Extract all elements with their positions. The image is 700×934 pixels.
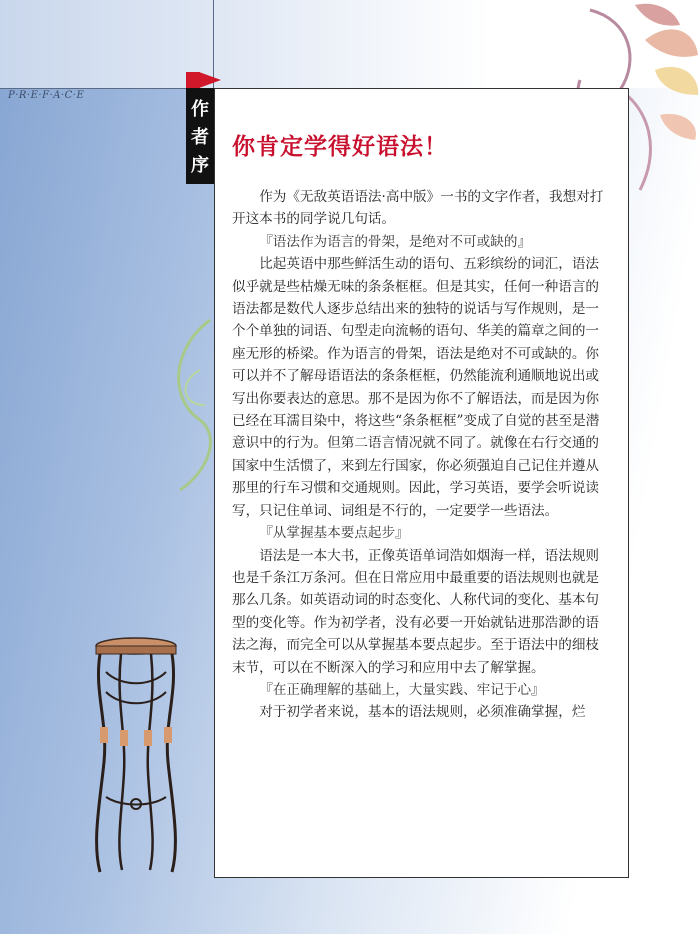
- paragraph: 对于初学者来说，基本的语法规则，必须准确掌握，烂: [259, 704, 586, 721]
- tab-arrow-base: [186, 72, 200, 88]
- preface-label: P·R·E·F·A·C·E: [8, 90, 85, 101]
- paragraph: 比起英语中那些鲜活生动的语句、五彩缤纷的词汇，语法似乎就是些枯燥无味的条条框框。但是其实，任何一种语言的语法都是数代人逐步总结出来的独特的说话与写作规则，是一个个单独的词语、句型走向流畅的语句、华美的篇章之间的一座无形的桥梁。作为语言的骨架，语法是绝对不可或缺的。你可以并不了解母语语法的条条框框，仍然能流利通顺地说出或写出你要表达的意思。那不是因为你不了解语法，而是因为你已经在耳濡目染中，将这些“条条框框”变成了自觉的甚至是潜意识中的行为。但第二语言情况就不同了。就像在右行交通的国家中生活惯了，来到左行国家，你必须强迫自己记住并遵从那里的行车习惯和交通规则。因此，学习英语，要学会听说读写，只记住单词、词组是不行的，一定要学一些语法。: [232, 256, 600, 519]
- section-tab: [186, 88, 214, 184]
- section-heading: 『在正确理解的基础上，大量实践、牢记于心』: [259, 681, 545, 698]
- tab-char: 序: [191, 155, 209, 176]
- body-text: [232, 186, 612, 724]
- page-title: 你肯定学得好语法！: [232, 133, 448, 160]
- vine-ornament-icon: [160, 310, 220, 510]
- plant-stand-illustration: [86, 632, 186, 882]
- tab-char: 者: [191, 127, 209, 148]
- paragraph: 作为《无敌英语语法·高中版》一书的文字作者，我想对打开这本书的同学说几句话。: [232, 189, 604, 228]
- tab-arrow-icon: [199, 72, 221, 88]
- tab-char: 作: [191, 99, 209, 120]
- paragraph: 语法是一本大书，正像英语单词浩如烟海一样，语法规则也是千条江万条河。但在日常应用中最重要的语法规则也就是那么几条。如英语动词的时态变化、人称代词的变化、基本句型的变化等。作为初学者，没有必要一开始就钻进那浩渺的语法之海，而完全可以从掌握基本要点起步。至于语法中的细枝末节，可以在不断深入的学习和应用中去了解掌握。: [232, 547, 600, 676]
- section-heading: 『从掌握基本要点起步』: [259, 525, 409, 542]
- section-heading: 『语法作为语言的骨架，是绝对不可或缺的』: [259, 233, 532, 250]
- frame-horizontal-line: [0, 88, 213, 89]
